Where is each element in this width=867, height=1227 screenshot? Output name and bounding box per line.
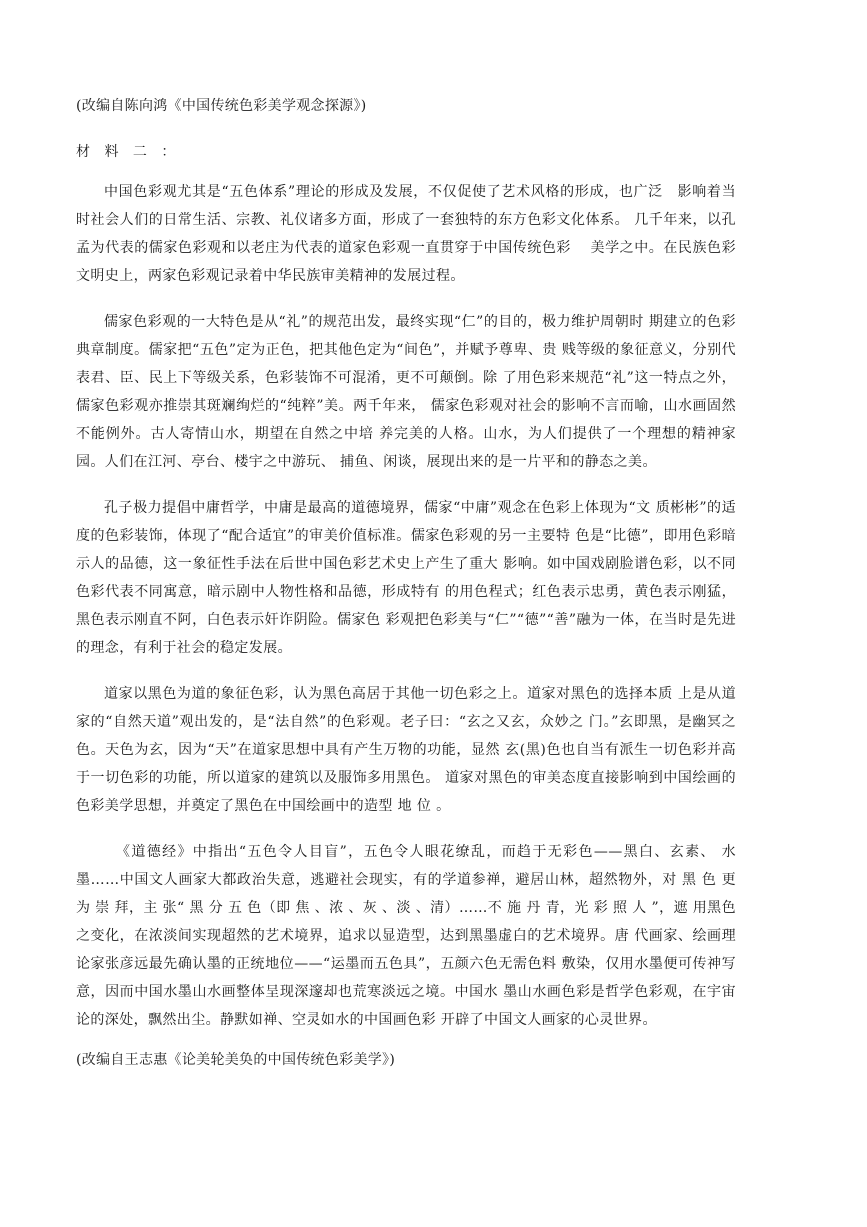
- source-citation-bottom: (改编自王志惠《论美轮美奂的中国传统色彩美学》): [76, 1052, 396, 1068]
- paragraph-1: 中国色彩观尤其是“五色体系”理论的形成及发展，不仅促使了艺术风格的形成，也广泛 影响着当时社会人们的日常生活、宗教、礼仪诸多方面，形成了一套独特的东方色彩文化体系。 几千年来，以孔孟为代表的儒家色彩观和以老庄为代表的道家色彩观一直贯穿于中国传统色彩 美学之中。在民族色彩文明史上，两家色彩观记录着中华民族审美精神的发展过程。: [76, 184, 736, 284]
- paragraph-3: 孔子极力提倡中庸哲学，中庸是最高的道德境界，儒家“中庸”观念在色彩上体现为“文 质彬彬”的适度的色彩装饰，体现了“配合适宜”的审美价值标准。儒家色彩观的另一主要特 色是“比德”，即用色彩暗示人的品德，这一象征性手法在后世中国色彩艺术史上产生了重大 影响。如中国戏剧脸谱色彩，以不同色彩代表不同寓意，暗示剧中人物性格和品德，形成特有 的用色程式；红色表示忠勇，黄色表示刚猛，黑色表示刚直不阿，白色表示奸诈阴险。儒家色 彩观把色彩美与“仁”“德”“善”融为一体，在当时是先进的理念，有利于社会的稳定发展。: [76, 500, 736, 656]
- paragraph-5: 《道德经》中指出“五色令人目盲”，五色令人眼花缭乱，而趋于无彩色——黑白、玄素、 水墨……中国文人画家大都政治失意，逃避社会现实，有的学道参禅，避居山林，超然物外，对 黑 色 更 为 崇 拜，主 张“ 黑 分 五 色（即 焦 、浓 、灰 、淡 、清）……不 施 丹 青，光 彩 照 人 ”，遮 用黑色之变化，在浓淡间实现超然的艺术境界，追求以显造型，达到黑墨虚白的艺术境界。唐 代画家、绘画理论家张彦远最先确认墨的正统地位——“运墨而五色具”，五颜六色无需色料 敷染，仅用水墨便可传神写意，因而中国水墨山水画整体呈现深邃却也荒寒淡远之境。中国水 墨山水画色彩是哲学色彩观，在宇宙论的深处，飘然出尘。静默如禅、空灵如水的中国画色彩 开辟了中国文人画家的心灵世界。: [76, 844, 736, 1028]
- paragraph-2: 儒家色彩观的一大特色是从“礼”的规范出发，最终实现“仁”的目的，极力维护周朝时 期建立的色彩典章制度。儒家把“五色”定为正色，把其他色定为“间色”，并赋予尊卑、贵 贱等级的象征意义，分别代表君、臣、民上下等级关系，色彩装饰不可混淆，更不可颠倒。除 了用色彩来规范“礼”这一特点之外，儒家色彩观亦推崇其斑斓绚烂的“纯粹”美。两千年来， 儒家色彩观对社会的影响不言而喻，山水画固然不能例外。古人寄情山水，期望在自然之中培 养完美的人格。山水，为人们提供了一个理想的精神家园。人们在江河、亭台、楼宇之中游玩、 捕鱼、闲谈，展现出来的是一片平和的静态之美。: [76, 314, 736, 470]
- source-citation-top: (改编自陈向鸿《中国传统色彩美学观念探源》): [76, 98, 367, 114]
- section-heading: 材 料 二 ：: [76, 144, 181, 160]
- document-page: [76, 96, 736, 1070]
- paragraph-4: 道家以黑色为道的象征色彩，认为黑色高居于其他一切色彩之上。道家对黑色的选择本质 上是从道家的“自然天道”观出发的，是“法自然”的色彩观。老子曰：“玄之又玄，众妙之 门。”玄即黑，是幽冥之色。天色为玄，因为“天”在道家思想中具有产生万物的功能，显然 玄(黑)色也自当有派生一切色彩并高于一切色彩的功能，所以道家的建筑以及服饰多用黑色。 道家对黑色的审美态度直接影响到中国绘画的色彩美学思想，并奠定了黑色在中国绘画中的造型 地 位 。: [76, 686, 736, 814]
